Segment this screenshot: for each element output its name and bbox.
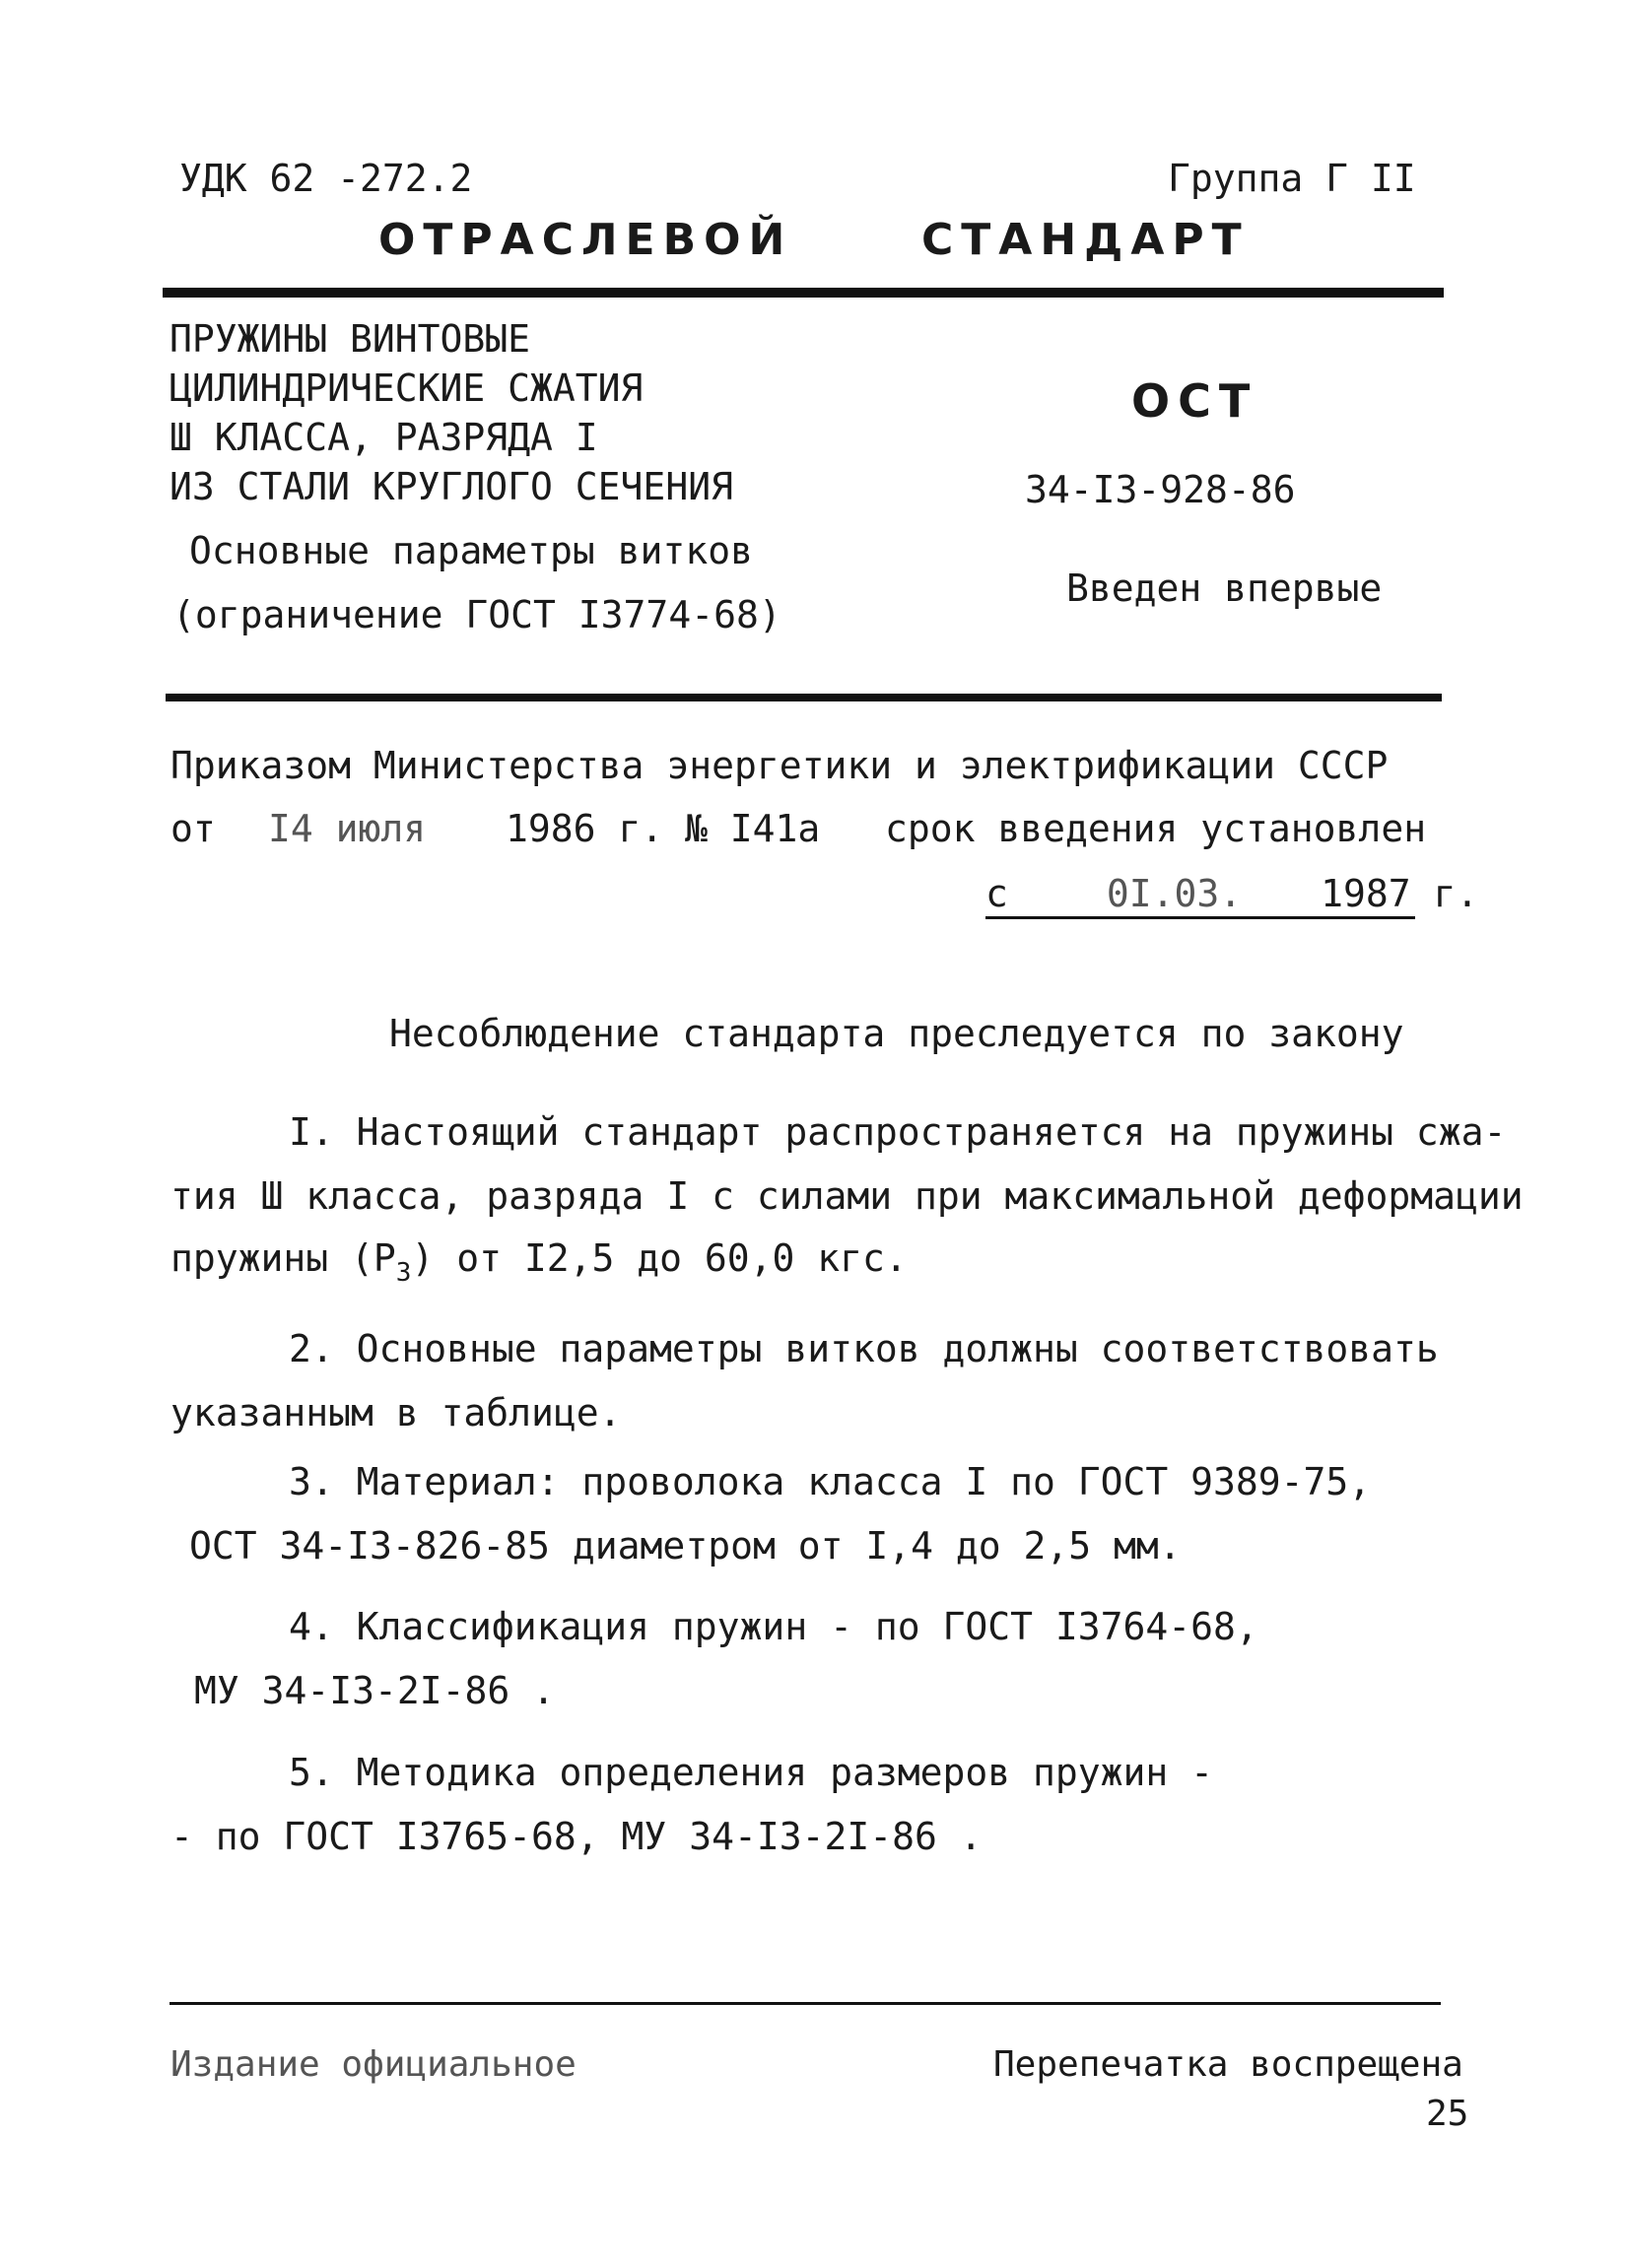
header-rule [163,288,1444,298]
subtitle-parameters: Основные параметры витков [189,529,753,572]
group-label: Группа Г II [1168,157,1416,200]
page-number: 25 [1426,2094,1469,2134]
order-number: № I41а [685,807,821,850]
paragraph-4-line-2: МУ 34-I3-2I-86 . [194,1669,556,1712]
paragraph-3-line-2: ОСТ 34-I3-826-85 диаметром от I,4 до 2,5 мм. [189,1524,1182,1568]
legal-notice: Несоблюдение стандарта преследуется по закону [389,1012,1404,1055]
paragraph-3-line-1: 3. Материал: проволока класса I по ГОСТ 9389-75, [289,1460,1372,1503]
ost-number: 34-I3-928-86 [1025,468,1296,511]
title-block-rule [166,694,1442,701]
subtitle-restriction: (ограничение ГОСТ I3774-68) [172,593,781,636]
order-term: срок введения установлен [885,807,1427,850]
title-line-4: ИЗ СТАЛИ КРУГЛОГО СЕЧЕНИЯ [170,465,733,508]
paragraph-1-line-1: I. Настоящий стандарт распространяется на пружины сжа- [289,1110,1507,1154]
paragraph-5-line-1: 5. Методика определения размеров пружин - [289,1751,1213,1794]
order-date: I4 июля [268,807,427,850]
paragraph-2-line-1: 2. Основные параметры витков должны соответствовать [289,1327,1439,1370]
reprint-prohibited: Перепечатка воспрещена [993,2044,1463,2085]
title-industry: ОТРАСЛЕВОЙ [378,215,793,265]
introduced-note: Введен впервые [1066,567,1383,610]
paragraph-1-line-3: пружины $(P_3)$ от I2,5 до 60,0 кгс. [170,1236,908,1288]
title-line-3: Ш КЛАССА, РАЗРЯДА I [170,416,598,459]
order-start-date: с 0I.03. 1987 г. [985,875,1415,919]
ost-label: ОСТ [1131,374,1258,428]
title-line-2: ЦИЛИНДРИЧЕСКИЕ СЖАТИЯ [170,367,644,410]
paragraph-4-line-1: 4. Классификация пружин - по ГОСТ I3764-68, [289,1605,1258,1648]
title-line-1: ПРУЖИНЫ ВИНТОВЫЕ [170,317,531,361]
official-edition: Издание официальное [170,2044,577,2085]
paragraph-1-line-2: тия Ш класса, разряда I с силами при максимальной деформации [170,1174,1524,1218]
footer-rule [170,2002,1441,2005]
paragraph-5-line-2: - по ГОСТ I3765-68, МУ 34-I3-2I-86 . [170,1815,983,1858]
title-standard: СТАНДАРТ [921,215,1250,265]
udk-code: УДК 62 -272.2 [179,157,473,200]
order-year: 1986 г. [506,807,664,850]
order-from: от [170,807,216,850]
paragraph-2-line-2: указанным в таблице. [170,1391,622,1434]
order-line: Приказом Министерства энергетики и электрификации СССР [170,744,1389,787]
